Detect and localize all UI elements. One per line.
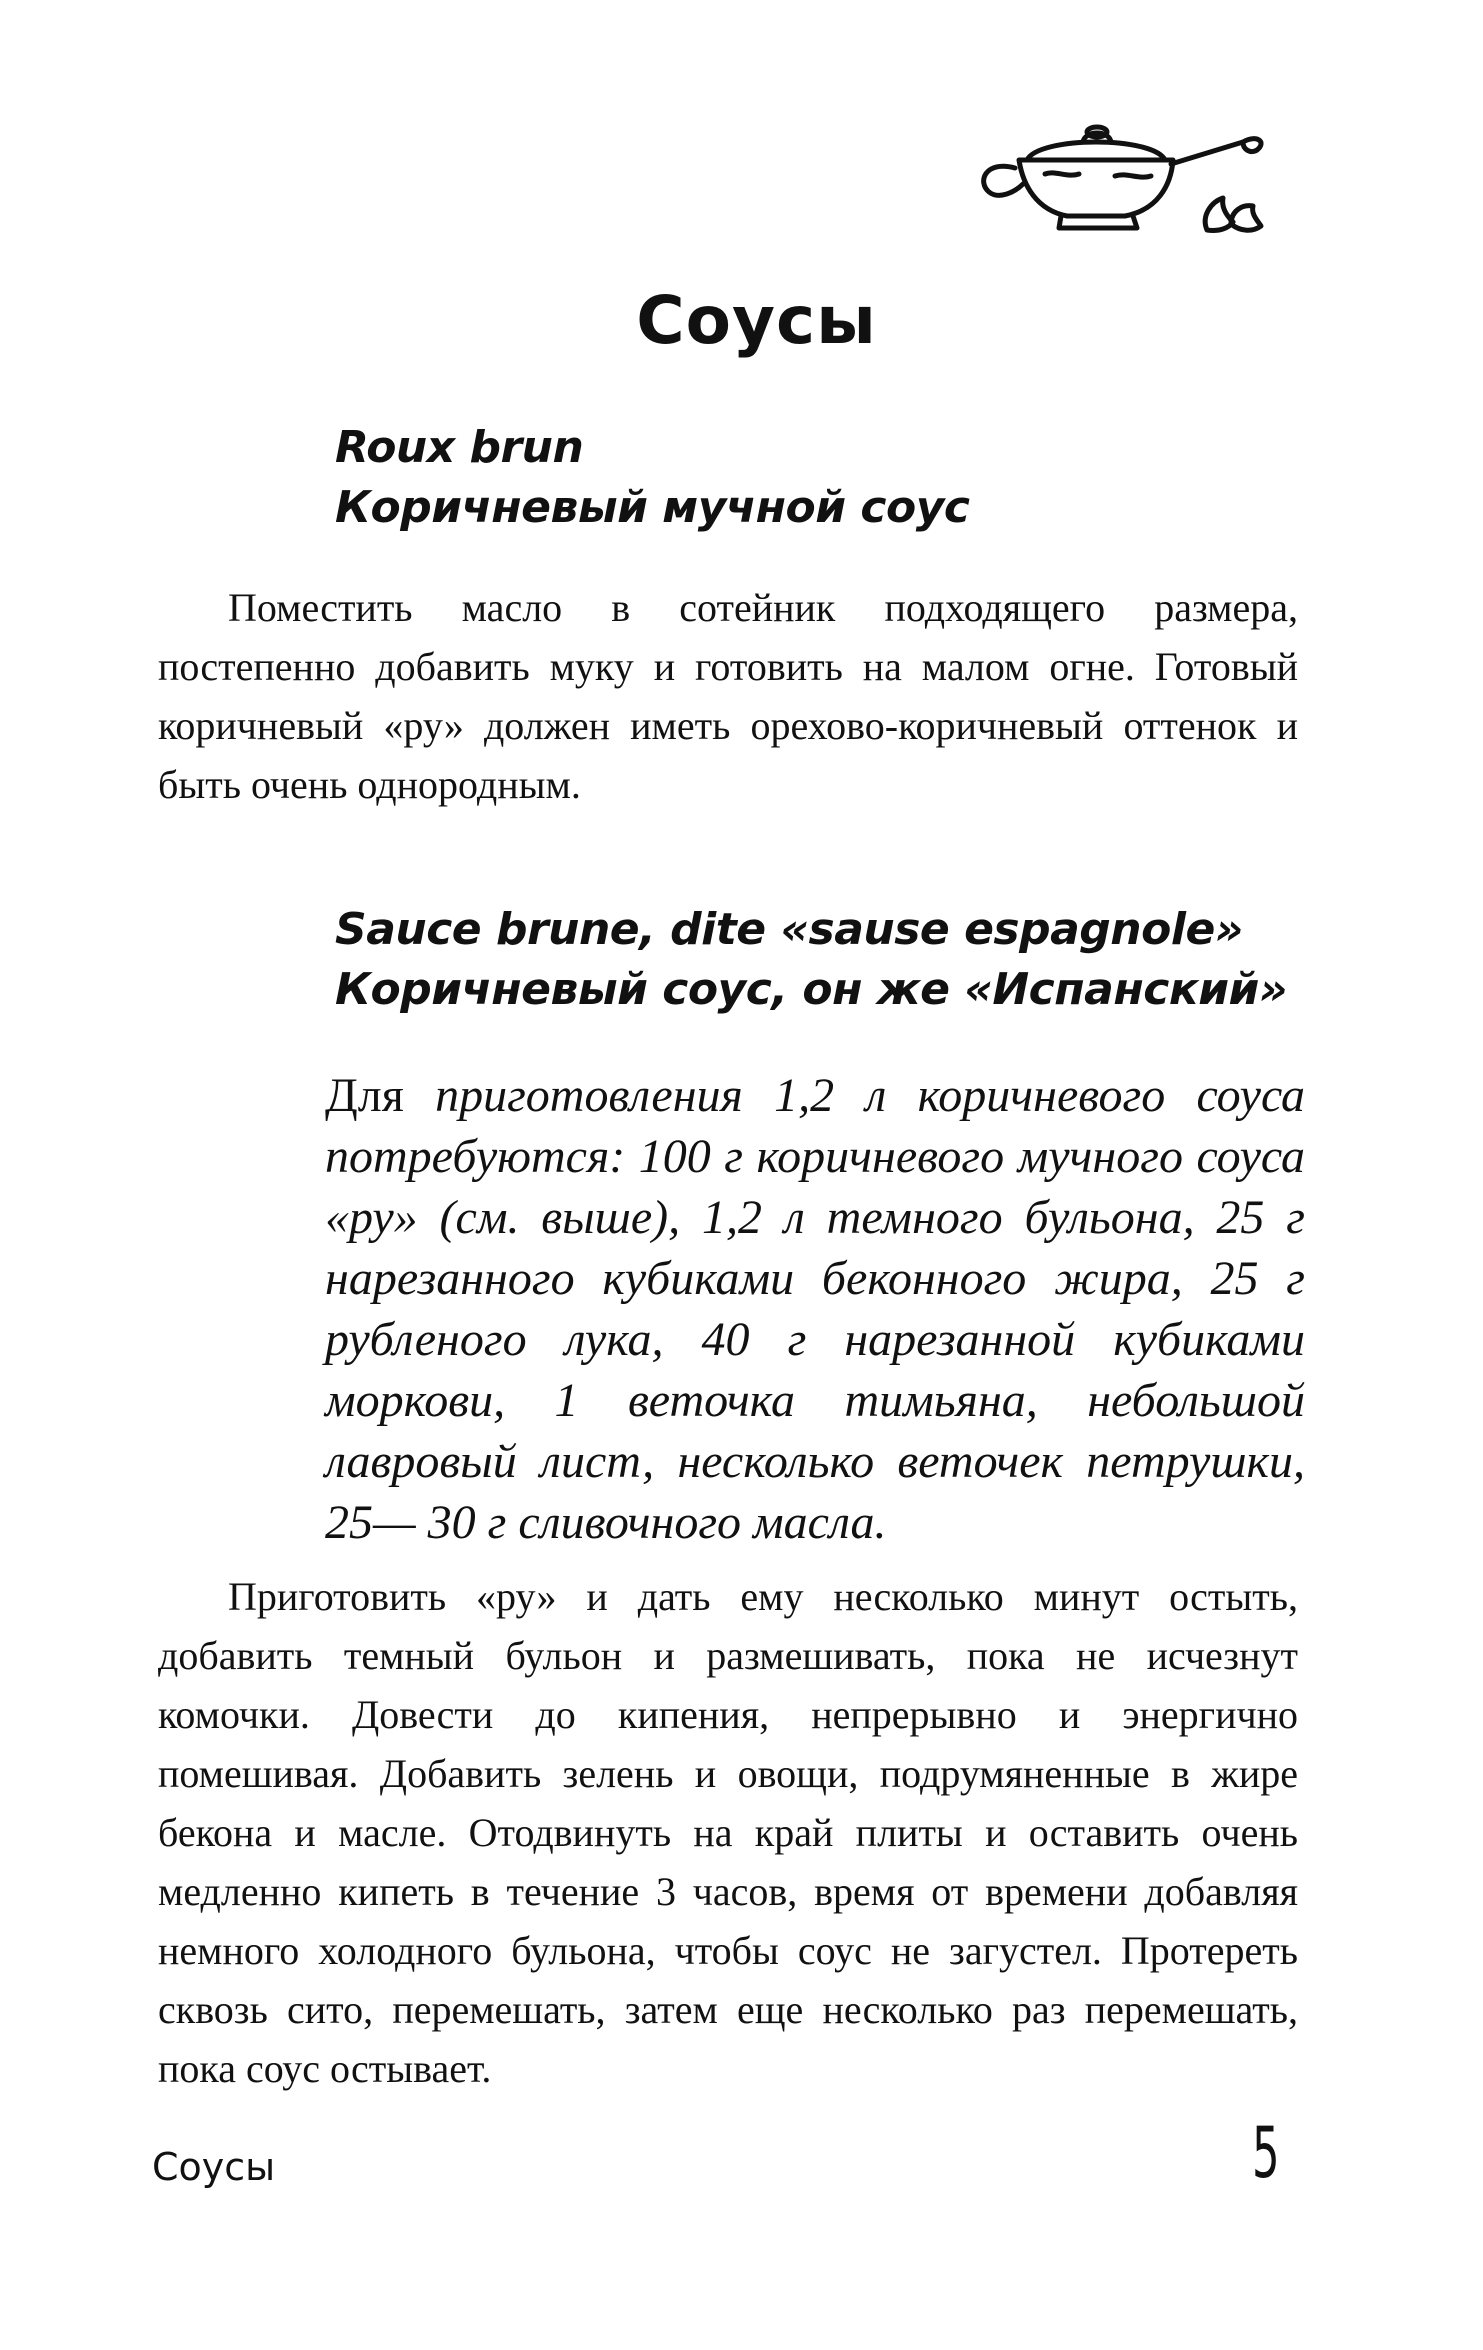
recipe-heading-sauce-brune [335, 900, 1287, 1020]
recipe-title-fr: Roux brun [335, 422, 584, 473]
recipe-instructions-sauce-brune: Приготовить «ру» и дать ему несколько минут остыть, добавить темный бульон и размешивать, пока не исчезнут комочки. Довести до кипения, непрерывно и энергично помешивая. Добавить зелень и овощи, подрумяненные в жире бекона и масле. Отодвинуть на край плиты и оставить очень медленно кипеть в течение 3 часов, время от времени добавляя немного холодного бульона, чтобы соус не загустел. Протереть сквозь сито, перемешать, затем еще несколько раз перемешать, пока соус остывает. [158, 1574, 1298, 2091]
recipe-title-fr: Sauce brune, dite «sause espagnole» [335, 904, 1243, 955]
ingredients-lead: Для [325, 1069, 404, 1122]
recipe-heading-roux-brun [335, 418, 969, 538]
recipe-title-ru: Коричневый соус, он же «Испанский» [335, 964, 1287, 1015]
running-footer-section: Соусы [152, 2145, 276, 2189]
page-number: 5 [1252, 2112, 1280, 2194]
recipe-instructions-roux-brun: Поместить масло в сотейник подходящего размера, постепенно добавить муку и готовить на малом огне. Готовый коричневый «ру» должен иметь орехово-коричневый оттенок и быть очень однородным. [158, 585, 1298, 807]
recipe-title-ru: Коричневый мучной соус [335, 482, 970, 533]
chapter-title: Соусы [636, 282, 877, 359]
saucepan-illustration [975, 120, 1275, 240]
ingredients-text: приготовления 1,2 л коричневого соуса потребуются: 100 г коричневого мучного соуса «ру» (см. выше), 1,2 л темного бульона, 25 г нарезанного кубиками беконного жира, 25 г рубленого лука, 40 г нарезанной кубиками моркови, 1 веточка тимьяна, небольшой лавровый лист, несколько веточек петрушки, 25— 30 г сливочного масла. [325, 1069, 1306, 1549]
ingredients-list [325, 1065, 1305, 1553]
